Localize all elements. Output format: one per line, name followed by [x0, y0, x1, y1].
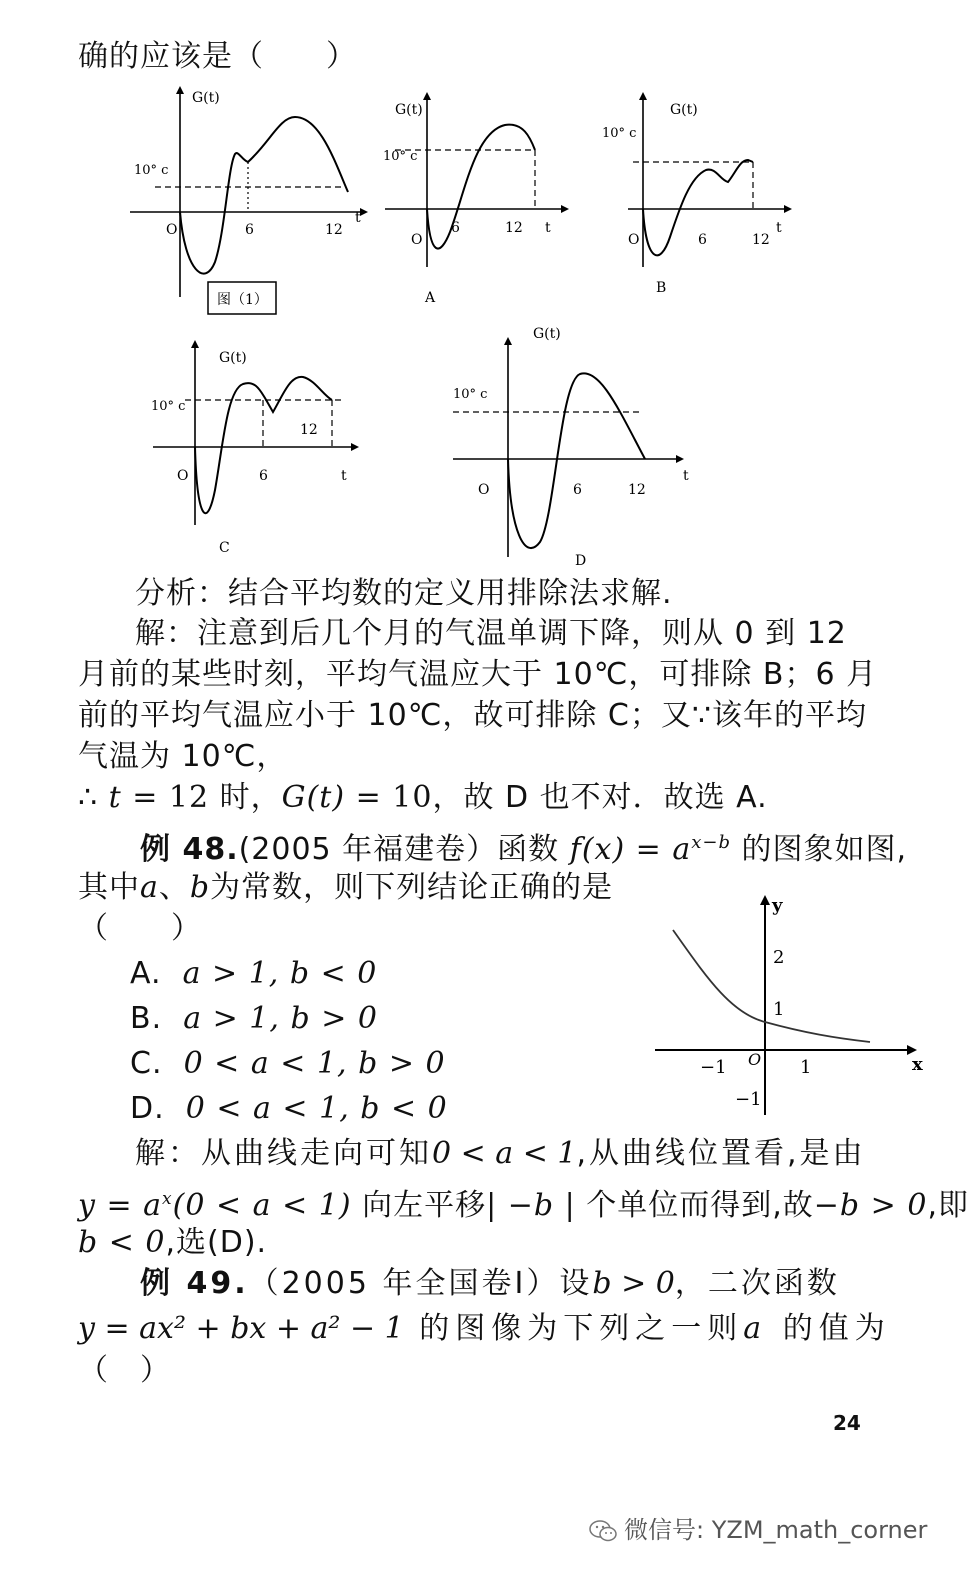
ex48-graph-o: O	[748, 1050, 762, 1069]
sol-end: ，故 D 也不对．故选 A.	[432, 780, 768, 815]
ex48-after: 的图象如图,	[731, 832, 908, 867]
a-tlabel: t	[545, 220, 551, 236]
sol-t-var: t	[108, 780, 122, 815]
ex48-graph	[655, 895, 925, 1120]
a-t12: 12	[505, 220, 523, 236]
ex48-b: b	[189, 870, 211, 905]
d-temp: 10° c	[453, 387, 488, 402]
ex48-graph-yneg1: −1	[735, 1089, 762, 1110]
fig1-ylabel: G(t)	[192, 90, 220, 106]
graph-c	[145, 340, 365, 560]
watermark: 微信号: YZM_math_corner	[588, 1510, 927, 1545]
a-ylabel: G(t)	[395, 102, 423, 118]
ex48-option-b: B. a > 1, b > 0	[130, 1001, 378, 1036]
b-origin: O	[628, 232, 640, 248]
intro-text: 确的应该是（ ）	[78, 39, 357, 74]
ex48-option-c: C. 0 < a < 1, b > 0	[130, 1046, 446, 1081]
d-t12: 12	[628, 482, 646, 498]
wechat-icon	[588, 1519, 618, 1543]
ex48-graph-y1: 1	[773, 999, 785, 1020]
therefore-symbol: ∴	[78, 780, 99, 815]
d-origin: O	[478, 482, 490, 498]
sol-G-eq: = 10	[345, 780, 433, 815]
graph-a	[375, 92, 575, 312]
b-ylabel: G(t)	[670, 102, 698, 118]
graph-fig1	[120, 82, 380, 322]
c-ylabel: G(t)	[219, 350, 247, 366]
c-t6: 6	[259, 468, 268, 484]
graph-b	[598, 92, 798, 302]
sol-mid: 时，	[209, 780, 282, 815]
ex48-line-1	[140, 824, 907, 869]
b-temp: 10° c	[602, 126, 637, 141]
fig1-caption: 图（1）	[217, 292, 268, 308]
fig1-t12: 12	[325, 222, 343, 238]
sol-G-func: G(t)	[281, 780, 346, 815]
a-temp: 10° c	[383, 149, 418, 164]
ex49-line-3: （ ）	[78, 1353, 171, 1388]
page-number: 24	[833, 1411, 861, 1435]
c-temp: 10° c	[151, 399, 186, 414]
solution-line-5	[78, 779, 768, 817]
a-origin: O	[411, 232, 423, 248]
ex48-graph-x: x	[912, 1054, 923, 1075]
fig1-t6: 6	[245, 222, 254, 238]
solution-line-3: 前的平均气温应小于 10℃，故可排除 C；又∵该年的平均	[78, 698, 867, 733]
d-ylabel: G(t)	[533, 326, 561, 342]
b-t6: 6	[698, 232, 707, 248]
ex48-graph-xneg1: −1	[700, 1057, 727, 1078]
fig1-temp: 10° c	[134, 163, 169, 178]
a-caption: A	[425, 290, 436, 306]
ex48-sep: 、	[158, 870, 190, 905]
ex48-label: 例 48.	[140, 832, 239, 867]
c-origin: O	[177, 468, 189, 484]
ex48-sol-line-2: $y = a^x(0 < a < 1)$ 向左平移| −b | 个单位而得到,故−b > 0,即	[78, 1188, 969, 1223]
solution-line-1: 解：注意到后几个月的气温单调下降，则从 0 到 12	[135, 616, 847, 651]
d-t6: 6	[573, 482, 582, 498]
ex48-paren: （ ）	[78, 911, 202, 946]
b-tlabel: t	[776, 220, 782, 236]
ex48-graph-y2: 2	[773, 947, 785, 968]
b-t12: 12	[752, 232, 770, 248]
d-tlabel: t	[683, 468, 689, 484]
ex48-exp: x−b	[691, 832, 732, 853]
ex48-func: f(x) = a	[569, 832, 692, 867]
ex48-sol-line-1: 解：从曲线走向可知0 < a < 1,从曲线位置看,是由	[135, 1136, 866, 1171]
ex48-option-a: A. a > 1, b < 0	[130, 956, 378, 991]
solution-line-4: 气温为 10℃，	[78, 739, 288, 774]
b-caption: B	[656, 280, 667, 296]
ex48-graph-x1: 1	[800, 1057, 812, 1078]
analysis-text: 分析：结合平均数的定义用排除法求解.	[135, 576, 673, 611]
sol-t-eq: = 12	[121, 780, 210, 815]
fig1-origin: O	[166, 222, 178, 238]
ex48-l2a: 其中	[78, 870, 140, 905]
ex48-a: a	[140, 870, 159, 905]
a-t6: 6	[451, 220, 460, 236]
c-tlabel: t	[341, 468, 347, 484]
ex48-l2b: 为常数，则下列结论正确的是	[210, 870, 614, 905]
ex48-source: (2005 年福建卷）函数	[238, 832, 570, 867]
c-caption: C	[219, 540, 230, 556]
ex49-line-2: y = ax² + bx + a² − 1 的图像为下列之一则a 的值为	[78, 1311, 891, 1346]
ex48-option-d: D. 0 < a < 1, b < 0	[130, 1091, 448, 1126]
ex48-graph-y: y	[772, 895, 783, 916]
graph-d	[445, 322, 705, 572]
fig1-tlabel: t	[355, 210, 361, 226]
ex49-line-1: 例 49.（2005 年全国卷Ⅰ）设b > 0，二次函数	[140, 1266, 840, 1301]
d-caption: D	[575, 553, 587, 569]
ex48-sol-line-3: b < 0,选(D).	[78, 1225, 268, 1260]
c-t12: 12	[300, 422, 318, 438]
ex48-line-2	[78, 869, 613, 907]
solution-line-2: 月前的某些时刻，平均气温应大于 10℃，可排除 B；6 月	[78, 657, 878, 692]
